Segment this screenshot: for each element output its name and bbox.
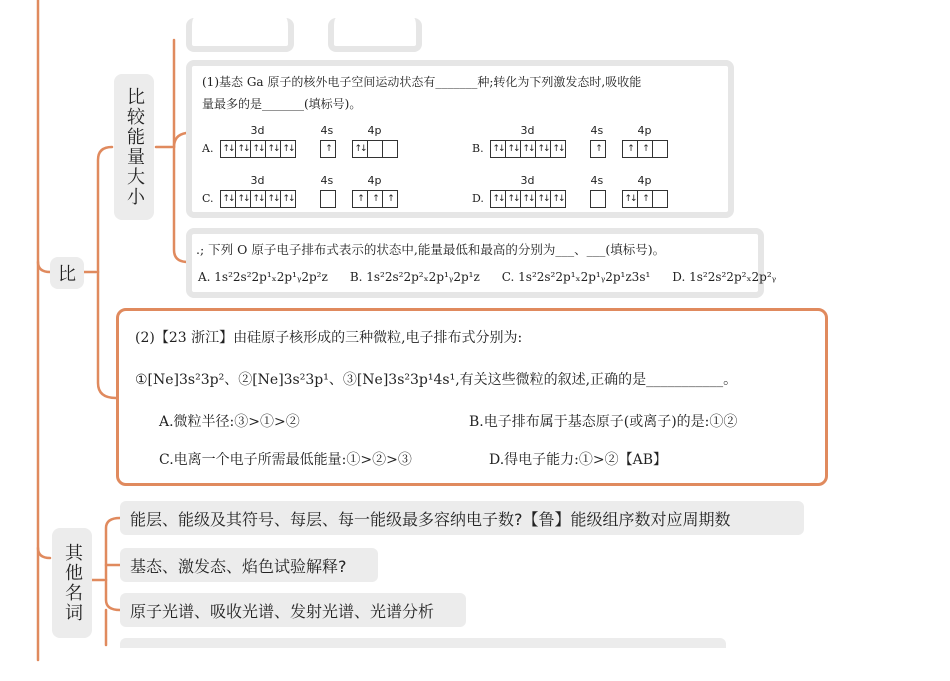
orbital-box: ↑↓ bbox=[251, 141, 266, 157]
q2-option-d[interactable]: D.得电子能力:①>②【AB】 bbox=[489, 452, 668, 468]
orbital-label-s: 4s bbox=[590, 174, 604, 187]
oxygen-question-text: .; 下列 O 原子电子排布式表示的状态中,能量最低和最高的分别为___、___(填标号)。 bbox=[196, 242, 666, 257]
q2-option-b[interactable]: B.电子排布属于基态原子(或离子)的是:①② bbox=[469, 414, 738, 430]
orbital-label-s: 4s bbox=[590, 124, 604, 137]
orbital-boxes-s bbox=[320, 190, 336, 208]
orbital-boxes-d bbox=[220, 190, 296, 208]
orbital-box: ↑↓ bbox=[506, 191, 521, 207]
orbital-box: ↑ bbox=[325, 144, 331, 154]
node-other-terms[interactable]: 其他名词 bbox=[52, 528, 92, 638]
orbital-label-p: 4p bbox=[637, 174, 652, 187]
orbital-box: ↑↓ bbox=[266, 191, 281, 207]
orbital-box: ↑↓ bbox=[552, 194, 564, 204]
orbital-box: ↑ bbox=[638, 141, 653, 157]
q2-option-a[interactable]: A.微粒半径:③>①>② bbox=[159, 414, 300, 430]
orbital-label-d: 3d bbox=[250, 124, 265, 137]
orbital-box: ↑ bbox=[638, 191, 653, 207]
orbital-box: ↑↓ bbox=[282, 194, 294, 204]
orbital-box: ↑↓ bbox=[236, 141, 251, 157]
orbital-boxes-s bbox=[320, 140, 336, 158]
other-item-energy-levels[interactable]: 能层、能级及其符号、每层、每一能级最多容纳电子数?【鲁】能级组序数对应周期数 bbox=[120, 501, 804, 535]
oxygen-option-c[interactable]: C. 1s²2s²2p¹ₓ2p¹ᵧ2p¹z3s¹ bbox=[501, 270, 651, 284]
orbital-boxes-d bbox=[490, 140, 566, 158]
q2-line2: ①[Ne]3s²3p²、②[Ne]3s²3p¹、③[Ne]3s²3p¹4s¹,有关这些微粒的叙述,正确的是___________。 bbox=[135, 372, 738, 388]
orbital-box: ↑↓ bbox=[536, 141, 551, 157]
orbital-box: ↑↓ bbox=[491, 141, 506, 157]
question-silicon-card bbox=[116, 308, 828, 486]
orbital-option-letter: A. bbox=[202, 142, 214, 155]
question-ga-card bbox=[186, 60, 734, 218]
oxygen-option-b[interactable]: B. 1s²2s²2p²ₓ2p¹ᵧ2p¹z bbox=[349, 270, 480, 284]
q2-option-c[interactable]: C.电离一个电子所需最低能量:①>②>③ bbox=[159, 452, 412, 468]
orbital-label-s: 4s bbox=[320, 174, 334, 187]
orbital-boxes-d bbox=[490, 190, 566, 208]
orbital-box bbox=[368, 141, 383, 157]
orbital-box: ↑ bbox=[353, 191, 368, 207]
partial-card-top-left bbox=[186, 18, 294, 52]
oxygen-options bbox=[198, 270, 776, 284]
orbital-boxes-s bbox=[590, 140, 606, 158]
other-item-partial bbox=[120, 638, 726, 648]
orbital-box bbox=[321, 191, 335, 207]
orbital-box: ↑↓ bbox=[282, 144, 294, 154]
oxygen-option-a[interactable]: A. 1s²2s²2p¹ₓ2p¹ᵧ2p²z bbox=[198, 270, 328, 284]
question-oxygen-card bbox=[186, 228, 777, 298]
q1-text-line1: (1)基态 Ga 原子的核外电子空间运动状态有_______种;转化为下列激发态时,吸收能 bbox=[202, 75, 642, 89]
orbital-box: ↑↓ bbox=[623, 191, 638, 207]
orbital-box bbox=[653, 141, 667, 157]
orbital-label-p: 4p bbox=[637, 124, 652, 137]
orbital-box: ↑↓ bbox=[552, 144, 564, 154]
orbital-box: ↑↓ bbox=[221, 191, 236, 207]
oxygen-option-d[interactable]: D. 1s²2s²2p²ₓ2p²ᵧ bbox=[672, 270, 777, 284]
orbital-label-s: 4s bbox=[320, 124, 334, 137]
orbital-boxes-s bbox=[590, 190, 606, 208]
orbital-box: ↑↓ bbox=[221, 141, 236, 157]
orbital-label-d: 3d bbox=[520, 124, 535, 137]
orbital-box: ↑↓ bbox=[506, 141, 521, 157]
orbital-box: ↑↓ bbox=[266, 141, 281, 157]
orbital-box: ↑ bbox=[623, 141, 638, 157]
orbital-boxes-p bbox=[622, 140, 668, 158]
orbital-label-p: 4p bbox=[367, 174, 382, 187]
orbital-label-p: 4p bbox=[367, 124, 382, 137]
orbital-boxes-d bbox=[220, 140, 296, 158]
orbital-option-letter: C. bbox=[202, 192, 214, 205]
q1-text-line2: 量最多的是_______(填标号)。 bbox=[202, 97, 362, 111]
partial-card-top-right bbox=[328, 18, 422, 52]
orbital-box: ↑↓ bbox=[521, 141, 536, 157]
orbital-box: ↑ bbox=[387, 194, 393, 204]
orbital-box bbox=[591, 191, 605, 207]
orbital-box: ↑↓ bbox=[521, 191, 536, 207]
orbital-label-d: 3d bbox=[520, 174, 535, 187]
node-compare[interactable]: 比 bbox=[50, 257, 84, 289]
orbital-box: ↑↓ bbox=[491, 191, 506, 207]
orbital-boxes-p bbox=[352, 140, 398, 158]
orbital-box bbox=[383, 141, 397, 157]
orbital-box bbox=[653, 191, 667, 207]
orbital-box: ↑↓ bbox=[353, 141, 368, 157]
orbital-boxes-p bbox=[622, 190, 668, 208]
orbital-option-letter: D. bbox=[472, 192, 484, 205]
other-item-ground-excited[interactable]: 基态、激发态、焰色试验解释? bbox=[120, 548, 378, 582]
orbital-box: ↑↓ bbox=[251, 191, 266, 207]
orbital-boxes-p bbox=[352, 190, 398, 208]
orbital-box: ↑ bbox=[368, 191, 383, 207]
orbital-box: ↑↓ bbox=[536, 191, 551, 207]
orbital-box: ↑ bbox=[595, 144, 601, 154]
orbital-box: ↑↓ bbox=[236, 191, 251, 207]
q2-line1: (2)【23 浙江】由硅原子核形成的三种微粒,电子排布式分别为: bbox=[135, 330, 523, 346]
orbital-option-letter: B. bbox=[472, 142, 484, 155]
node-compare-energy[interactable]: 比较能量大小 bbox=[114, 74, 154, 220]
orbital-label-d: 3d bbox=[250, 174, 265, 187]
other-item-spectra[interactable]: 原子光谱、吸收光谱、发射光谱、光谱分析 bbox=[120, 593, 466, 627]
